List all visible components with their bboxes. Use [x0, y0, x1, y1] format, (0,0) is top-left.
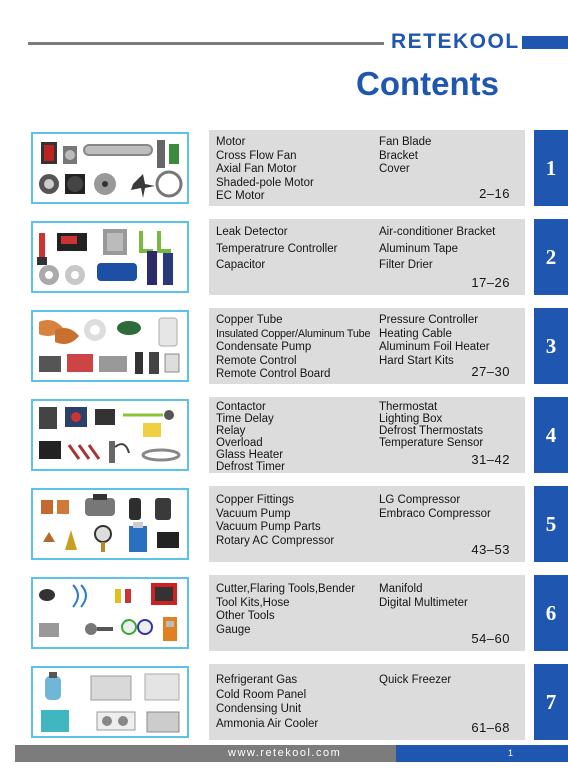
section-2-panel	[209, 219, 525, 295]
section-5-panel	[209, 486, 525, 562]
section-1[interactable]	[0, 130, 568, 206]
section-7-left-list	[216, 673, 318, 731]
toc-item[interactable]: Cold Room Panel	[216, 688, 307, 701]
toc-item[interactable]: Temperatrure Controller	[216, 242, 338, 255]
toc-item[interactable]: Fan Blade	[379, 136, 432, 148]
toc-item[interactable]: Rotary AC Compressor	[216, 534, 335, 547]
section-1-left-list	[216, 136, 314, 204]
footer-page-number: 1	[508, 748, 514, 758]
toc-item[interactable]: Defrost Thermostats	[379, 425, 483, 437]
toc-item[interactable]: Filter Drier	[379, 259, 433, 271]
toc-item[interactable]: Condensate Pump	[216, 341, 312, 353]
section-3-number-tab[interactable]: 3	[534, 308, 568, 384]
toc-item[interactable]: Copper Tube	[216, 314, 283, 326]
section-6-panel	[209, 575, 525, 651]
section-4-right-list	[379, 401, 483, 449]
section-4[interactable]	[0, 397, 568, 473]
toc-item[interactable]: Embraco Compressor	[379, 507, 491, 520]
section-3-panel	[209, 308, 525, 384]
toc-item[interactable]: Remote Control Board	[216, 368, 331, 380]
section-7-panel	[209, 664, 525, 740]
section-2-product-photos	[31, 221, 189, 293]
section-3-right-list	[379, 314, 490, 368]
section-5-right-list	[379, 494, 491, 521]
section-3-left-list	[216, 314, 370, 382]
toc-item[interactable]: Ammonia Air Cooler	[216, 717, 319, 730]
section-1-page-range: 2–16	[479, 186, 510, 201]
page-title: Contents	[356, 65, 499, 102]
toc-item[interactable]: Cutter,Flaring Tools,Bender	[216, 583, 356, 595]
toc-item[interactable]: Vacuum Pump	[216, 507, 291, 520]
section-7[interactable]	[0, 664, 568, 740]
toc-item[interactable]: Condensing Unit	[216, 703, 302, 715]
toc-item[interactable]: Cross Flow Fan	[216, 149, 297, 162]
toc-item[interactable]: Contactor	[216, 401, 266, 413]
section-2-right-list	[379, 224, 495, 274]
toc-item[interactable]: Relay	[216, 425, 246, 437]
logo-bar	[522, 36, 568, 49]
section-7-page-range: 61–68	[471, 720, 510, 735]
toc-item[interactable]: Other Tools	[216, 610, 275, 622]
toc-item[interactable]: EC Motor	[216, 190, 265, 202]
toc-item[interactable]: Shaded-pole Motor	[216, 176, 314, 189]
toc-item[interactable]: Leak Detector	[216, 226, 288, 238]
section-6-page-range: 54–60	[471, 631, 510, 646]
toc-item[interactable]: Axial Fan Motor	[216, 163, 297, 175]
section-2-left-list	[216, 224, 337, 274]
toc-item[interactable]: Vacuum Pump Parts	[216, 521, 321, 533]
section-7-product-photos	[31, 666, 189, 738]
toc-item[interactable]: Cover	[379, 163, 410, 175]
toc-item[interactable]: LG Compressor	[379, 494, 461, 506]
section-6[interactable]	[0, 575, 568, 651]
section-1-right-list	[379, 136, 431, 177]
header-rule	[28, 42, 384, 45]
toc-item[interactable]: Temperature Sensor	[379, 437, 484, 449]
toc-item[interactable]: Pressure Controller	[379, 314, 479, 326]
toc-item[interactable]: Bracket	[379, 149, 418, 162]
section-7-number-tab[interactable]: 7	[534, 664, 568, 740]
toc-item[interactable]: Digital Multimeter	[379, 596, 468, 609]
section-5-left-list	[216, 494, 334, 548]
toc-item[interactable]: Aluminum Tape	[379, 242, 459, 255]
toc-item[interactable]: Glass Heater	[216, 449, 284, 461]
section-5-number-tab[interactable]: 5	[534, 486, 568, 562]
section-6-left-list	[216, 583, 355, 637]
toc-item[interactable]: Defrost Timer	[216, 461, 286, 473]
section-1-number-tab[interactable]: 1	[534, 130, 568, 206]
toc-item[interactable]: Tool Kits,Hose	[216, 596, 290, 609]
section-1-product-photos	[31, 132, 189, 204]
toc-item[interactable]: Insulated Copper/Aluminum Tube	[216, 327, 371, 340]
toc-item[interactable]: Overload	[216, 437, 263, 449]
section-4-panel	[209, 397, 525, 473]
section-2-page-range: 17–26	[471, 275, 510, 290]
section-5[interactable]	[0, 486, 568, 562]
section-5-page-range: 43–53	[471, 542, 510, 557]
section-4-page-range: 31–42	[471, 452, 510, 467]
section-6-number-tab[interactable]: 6	[534, 575, 568, 651]
toc-item[interactable]: Time Delay	[216, 413, 274, 425]
section-3-page-range: 27–30	[471, 364, 510, 379]
brand-logo: RETEKOOL	[391, 30, 520, 53]
toc-item[interactable]: Heating Cable	[379, 327, 452, 340]
section-2[interactable]	[0, 219, 568, 295]
footer-page-bar	[396, 745, 568, 762]
toc-item[interactable]: Thermostat	[379, 401, 438, 413]
section-3[interactable]	[0, 308, 568, 384]
toc-item[interactable]: Hard Start Kits	[379, 354, 454, 367]
toc-item[interactable]: Refrigerant Gas	[216, 674, 298, 686]
toc-item[interactable]: Remote Control	[216, 354, 297, 367]
toc-item[interactable]: Air-conditioner Bracket	[379, 226, 496, 238]
footer-url-link[interactable]: www.retekool.com	[228, 747, 342, 759]
section-7-right-list	[379, 673, 451, 688]
section-3-product-photos	[31, 310, 189, 382]
section-1-panel	[209, 130, 525, 206]
section-4-left-list	[216, 401, 285, 473]
toc-item[interactable]: Aluminum Foil Heater	[379, 341, 490, 353]
toc-item[interactable]: Quick Freezer	[379, 674, 452, 686]
section-4-number-tab[interactable]: 4	[534, 397, 568, 473]
section-6-right-list	[379, 583, 468, 610]
toc-item[interactable]: Copper Fittings	[216, 494, 294, 506]
section-5-product-photos	[31, 488, 189, 560]
section-6-product-photos	[31, 577, 189, 649]
toc-item[interactable]: Gauge	[216, 623, 251, 636]
section-2-number-tab[interactable]: 2	[534, 219, 568, 295]
toc-item[interactable]: Lighting Box	[379, 413, 443, 425]
toc-item[interactable]: Manifold	[379, 583, 423, 595]
section-4-product-photos	[31, 399, 189, 471]
toc-item[interactable]: Capacitor	[216, 259, 266, 271]
toc-item[interactable]: Motor	[216, 136, 246, 148]
